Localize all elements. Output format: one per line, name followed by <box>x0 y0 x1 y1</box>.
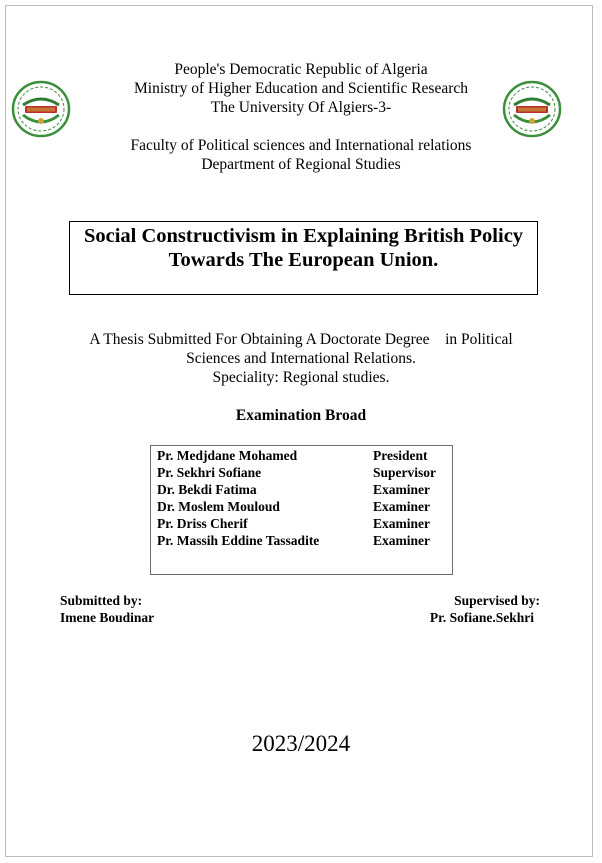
board-member-name: Pr. Driss Cherif <box>157 516 248 531</box>
supervised-by-label: Supervised by: <box>454 593 540 608</box>
board-member-name: Pr. Massih Eddine Tassadite <box>157 533 320 548</box>
academic-year: 2023/2024 <box>251 731 351 756</box>
header-republic: People's Democratic Republic of Algeria <box>174 61 428 78</box>
board-member-role: President <box>373 448 428 463</box>
board-member-name: Pr. Sekhri Sofiane <box>157 465 262 480</box>
thesis-speciality: Speciality: Regional studies. <box>212 369 390 386</box>
header-department: Department of Regional Studies <box>201 156 401 173</box>
board-member-name: Dr. Bekdi Fatima <box>157 482 257 497</box>
thesis-title-box <box>69 221 538 295</box>
board-member-role: Examiner <box>373 482 430 497</box>
board-member-role: Examiner <box>373 516 430 531</box>
thesis-statement-line1: A Thesis Submitted For Obtaining A Doctorate Degree in Political <box>89 331 513 348</box>
thesis-statement-line2: Sciences and International Relations. <box>186 350 416 367</box>
header-university: The University Of Algiers-3- <box>210 99 392 116</box>
board-member-role: Examiner <box>373 533 430 548</box>
submitted-by-name: Imene Boudinar <box>60 610 155 625</box>
header-faculty: Faculty of Political sciences and International relations <box>130 137 472 154</box>
examination-board-box <box>150 445 453 575</box>
board-member-name: Pr. Medjdane Mohamed <box>157 448 298 463</box>
board-member-name: Dr. Moslem Mouloud <box>157 499 280 514</box>
board-member-role: Supervisor <box>373 465 437 480</box>
examination-heading: Examination Broad <box>235 407 367 424</box>
board-member-role: Examiner <box>373 499 430 514</box>
submitted-by-label: Submitted by: <box>60 593 143 608</box>
header-ministry: Ministry of Higher Education and Scientific Research <box>133 80 468 97</box>
thesis-title-line2: Towards The European Union. <box>168 249 439 271</box>
supervised-by-name: Pr. Sofiane.Sekhri <box>429 610 534 625</box>
thesis-title-line1: Social Constructivism in Explaining British Policy <box>83 225 524 247</box>
